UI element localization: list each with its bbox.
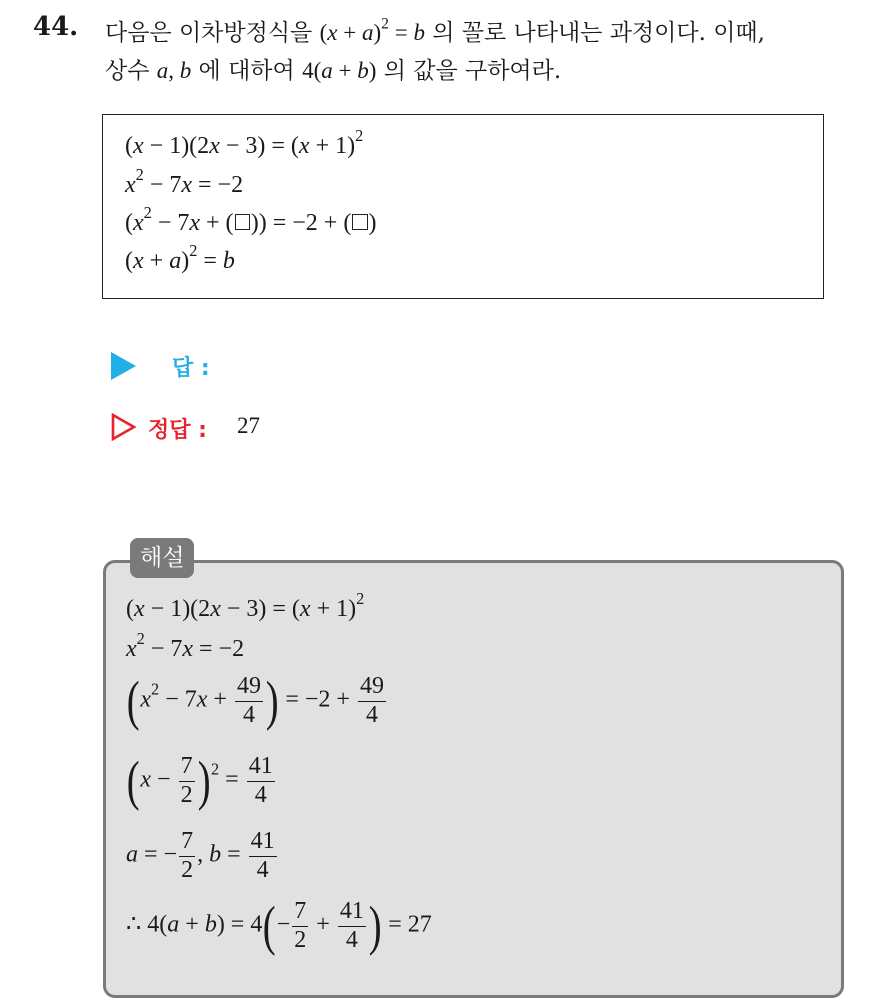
blank-box-icon: [235, 214, 250, 229]
given-step-4: $(x + a)^2 = b$: [125, 240, 235, 274]
explanation-line-1: $(x - 1)(2x - 3) = (x + 1)^2$: [126, 588, 365, 622]
question-text: [105, 14, 875, 90]
given-step-1: $(x - 1)(2x - 3) = (x + 1)^2$: [125, 125, 364, 159]
given-step-3: ($x^2 - 7x$ + ( )) = −2 + ( ): [125, 202, 377, 236]
question-number: 44.: [33, 12, 79, 42]
explanation-title: 해설: [130, 538, 194, 578]
given-step-2: $x^2 - 7x = -2$: [125, 164, 244, 198]
explanation-box: [103, 560, 844, 998]
explanation-line-3: ($x^2 - 7x$ + $\frac{49}{4}$ ) = −2 + $\frac{49}{4}$: [126, 670, 384, 732]
answer-play-icon: [111, 352, 136, 380]
correct-answer-triangle-icon: [111, 413, 137, 441]
question-line-2: 상수 a, b 에 대하여 4(a + b) 의 값을 구하여라.: [105, 58, 562, 84]
blank-box-icon: [352, 214, 367, 229]
correct-answer-label: 정답 :: [148, 418, 207, 443]
explanation-line-5: a = − $\frac{7}{2}$ , b = $\frac{41}{4}$: [126, 828, 275, 883]
explanation-line-6: ∴ 4(a + b) = 4(− $\frac{7}{2}$ + $\frac{41}{4}$ ) = 27: [126, 895, 432, 957]
explanation-line-4: (x − $\frac{7}{2}$ )$^2$ = $\frac{41}{4}$: [126, 750, 273, 812]
question-line-1: 다음은 이차방정식을 $(x + a)^2 = b$ 의 꼴로 나타내는 과정이다. 이때,: [105, 15, 765, 46]
explanation-line-2: $x^2 - 7x = -2$: [126, 628, 245, 662]
answer-label: 답 :: [172, 356, 210, 381]
correct-answer-value: 27: [237, 413, 260, 438]
given-process-box: [102, 114, 824, 299]
